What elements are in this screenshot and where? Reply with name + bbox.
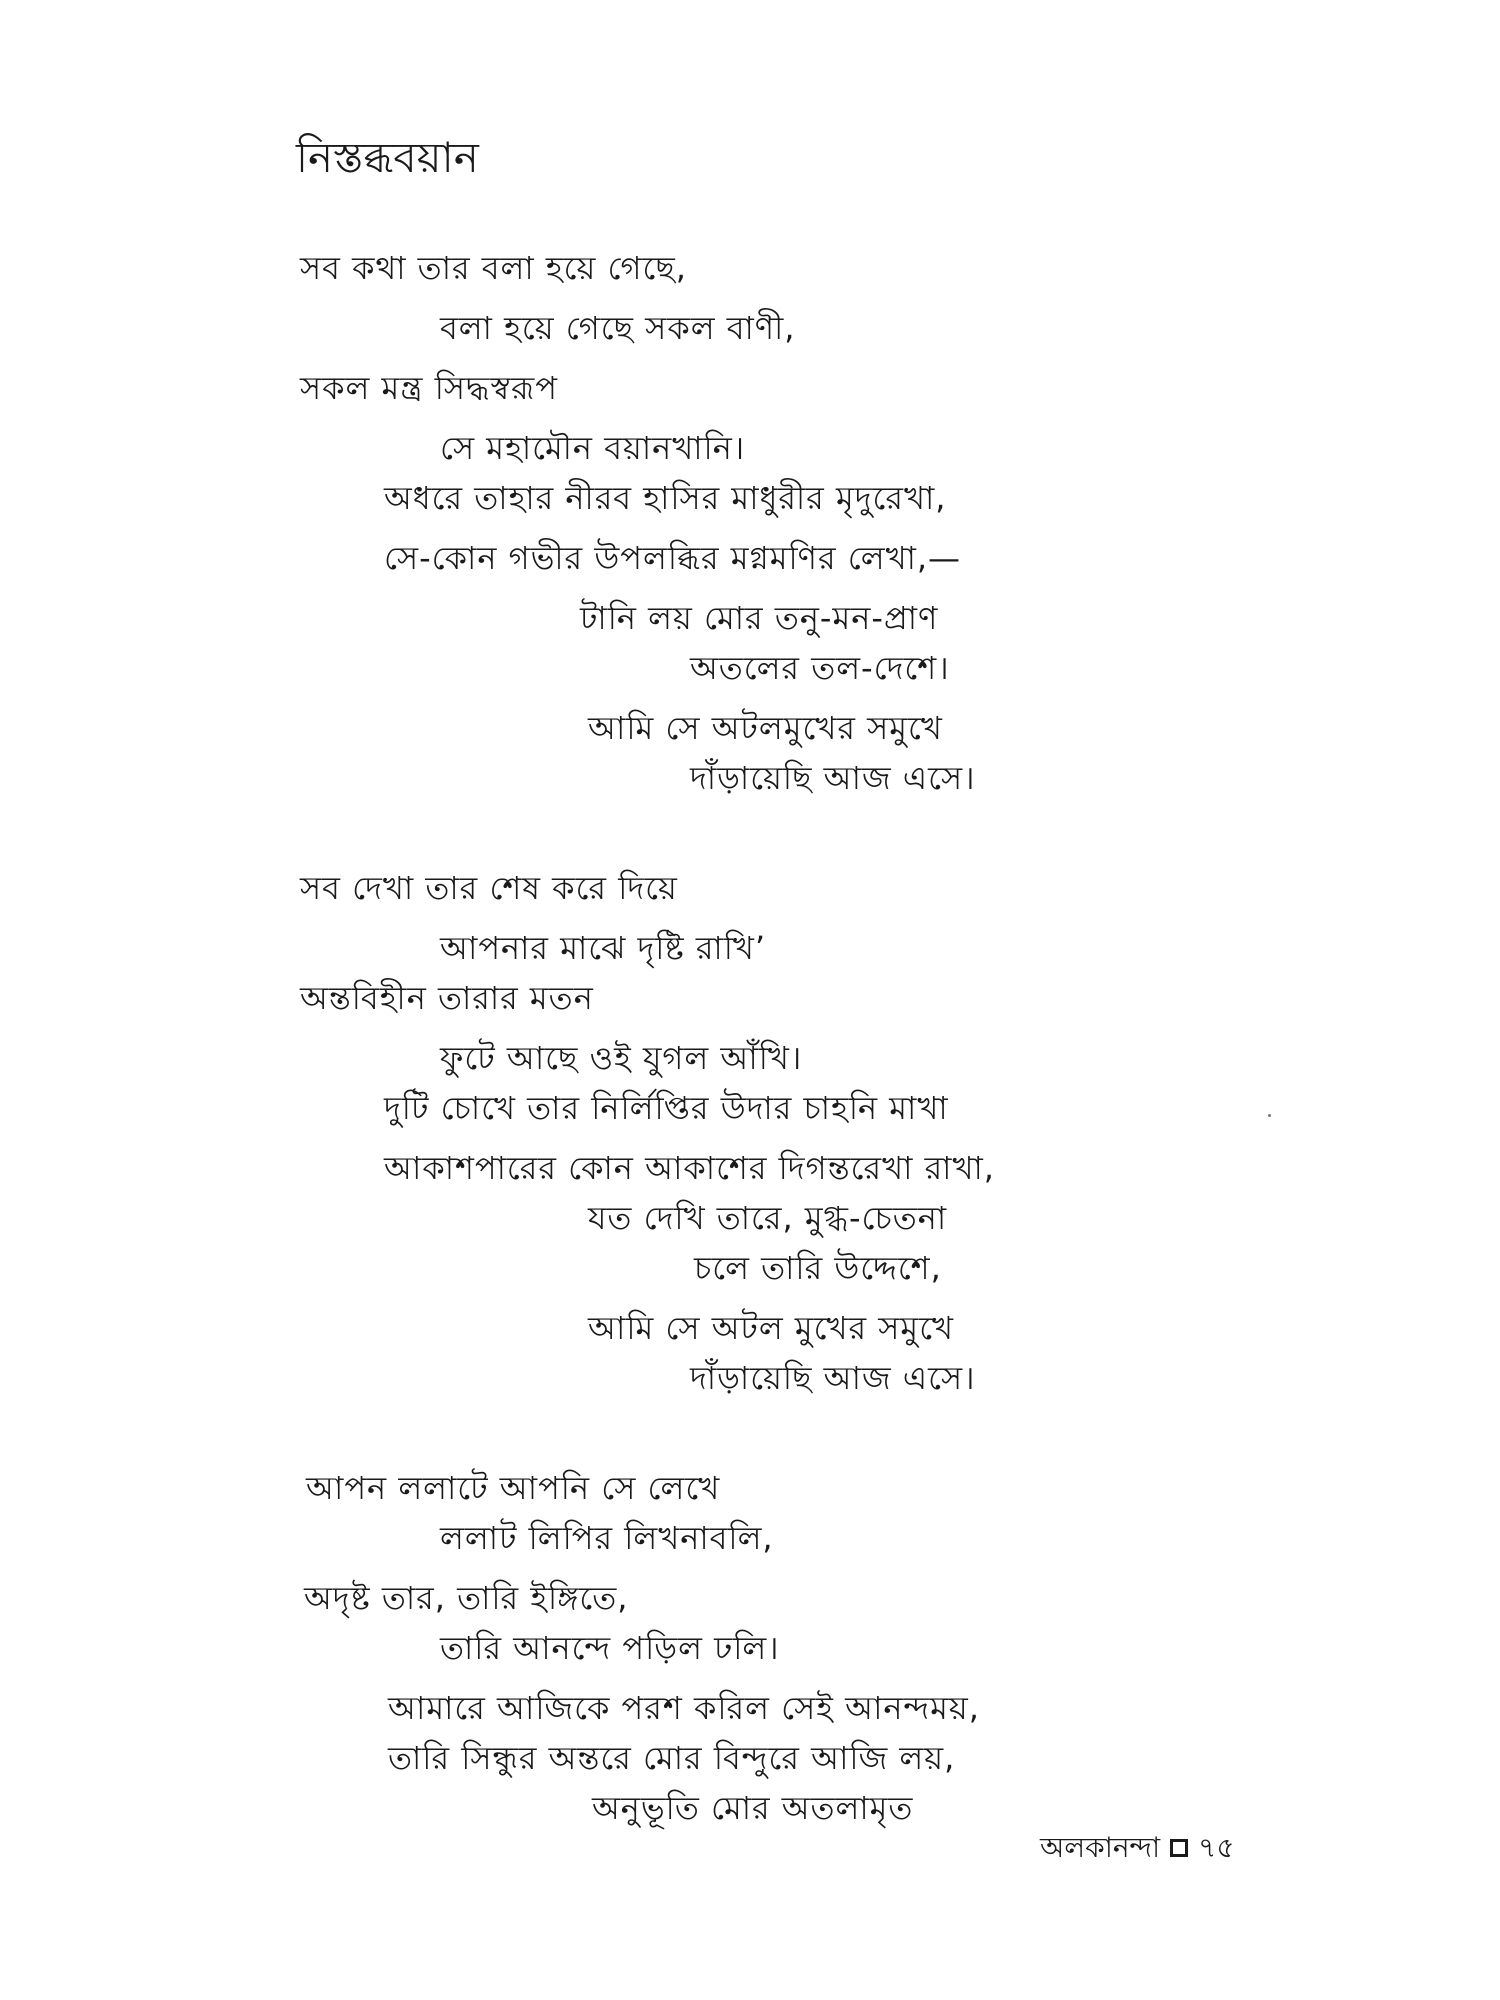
poem-line: আপন ললাটে আপনি সে লেখে <box>306 1469 721 1507</box>
poem-line: তারি সিন্ধুর অন্তরে মোর বিন্দুরে আজি লয়, <box>388 1739 956 1777</box>
poem-line: সব দেখা তার শেষ করে দিয়ে <box>300 869 678 907</box>
poem-title: নিস্তব্ধবয়ান <box>296 133 479 182</box>
poem-line: যত দেখি তারে, মুগ্ধ-চেতনা <box>588 1199 948 1237</box>
poem-line: দাঁড়ায়েছি আজ এসে। <box>690 1359 976 1397</box>
poem-line: সব কথা তার বলা হয়ে গেছে, <box>300 249 687 287</box>
book-title: অলকানন্দা <box>1040 1831 1161 1864</box>
square-bullet-icon <box>1170 1839 1188 1857</box>
poem-line: বলা হয়ে গেছে সকল বাণী, <box>440 309 796 347</box>
poem-line: সে মহামৌন বয়ানখানি। <box>440 429 746 467</box>
poem-line: অতলের তল-দেশে। <box>690 649 950 687</box>
poem-line: আমি সে অটল মুখের সমুখে <box>588 1309 955 1347</box>
poem-line: আমি সে অটলমুখের সমুখে <box>588 709 943 747</box>
poem-line: টানি লয় মোর তনু-মন-প্রাণ <box>580 599 939 637</box>
poem-line: ললাট লিপির লিখনাবলি, <box>440 1519 774 1557</box>
poem-line: চলে তারি উদ্দেশে, <box>694 1249 942 1287</box>
poem-line: সকল মন্ত্র সিদ্ধস্বরূপ <box>300 369 558 407</box>
page-footer <box>1040 1828 1235 1868</box>
page-number: ৭৫ <box>1198 1831 1235 1864</box>
poem-line: তারি আনন্দে পড়িল ঢলি। <box>440 1629 780 1667</box>
poem-line: আমারে আজিকে পরশ করিল সেই আনন্দময়, <box>388 1689 980 1727</box>
poem-line: অন্তবিহীন তারার মতন <box>300 979 594 1017</box>
poem-line: অদৃষ্ট তার, তারি ইঙ্গিতে, <box>304 1579 629 1617</box>
poem-line: অধরে তাহার নীরব হাসির মাধুরীর মৃদুরেখা, <box>384 479 947 517</box>
poem-line: সে-কোন গভীর উপলব্ধির মগ্নমণির লেখা,— <box>384 539 962 577</box>
poem-line: অনুভূতি মোর অতলামৃত <box>592 1789 914 1827</box>
poem-line: দুটি চোখে তার নির্লিপ্তির উদার চাহনি মাখা <box>384 1089 949 1127</box>
poem-line: ফুটে আছে ওই যুগল আঁখি। <box>440 1039 803 1077</box>
poem-line: আপনার মাঝে দৃষ্টি রাখি’ <box>440 929 767 967</box>
poem-line: দাঁড়ায়েছি আজ এসে। <box>690 759 976 797</box>
poem-line: আকাশপারের কোন আকাশের দিগন্তরেখা রাখা, <box>384 1149 995 1187</box>
paper-speck <box>1268 1114 1271 1117</box>
